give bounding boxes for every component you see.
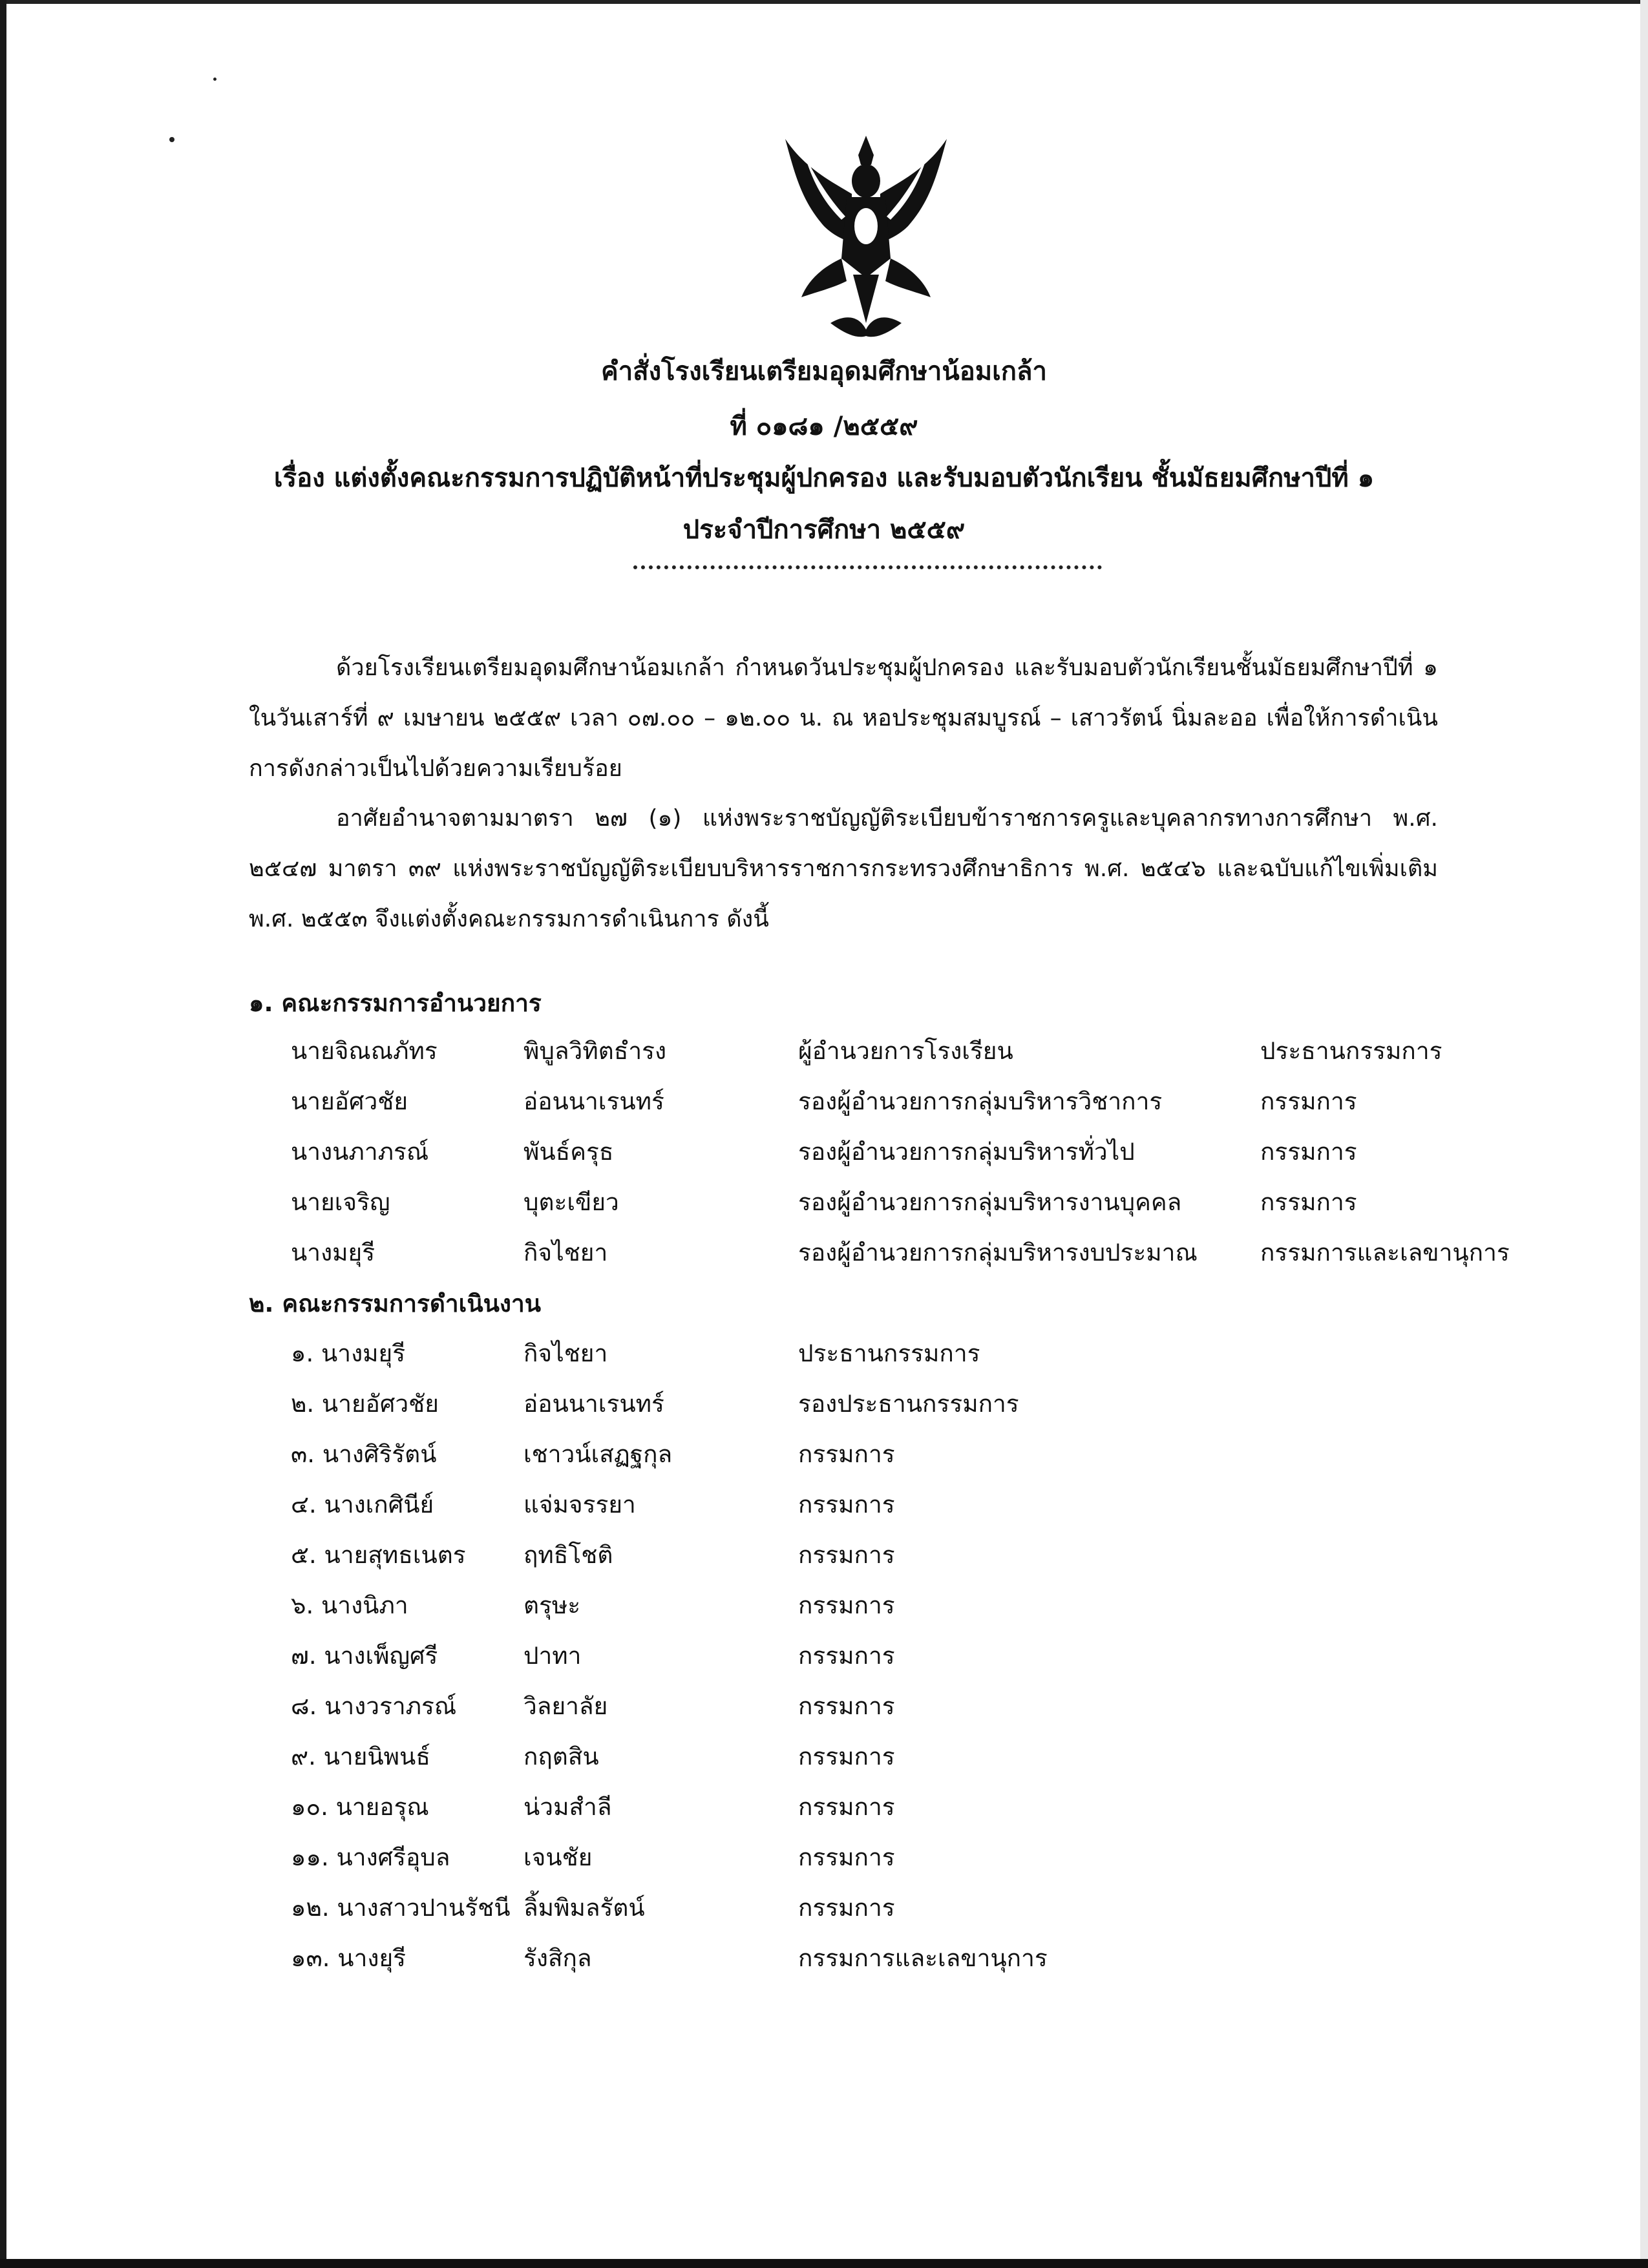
member-last-name: อ่อนนาเรนทร์ (523, 1087, 664, 1115)
member-first-name: ๑๒. นางสาวปานรัชนี (291, 1894, 511, 1922)
section-2-heading: ๒. คณะกรรมการดำเนินงาน (249, 1290, 542, 1318)
member-first-name: ๖. นางนิภา (291, 1591, 408, 1619)
member-first-name: ๔. นางเกศินีย์ (291, 1491, 434, 1518)
member-last-name: กิจไชยา (523, 1239, 608, 1266)
body-paragraph-2 (249, 793, 1438, 945)
member-last-name: กิจไชยา (523, 1339, 608, 1367)
member-last-name: พันธ์ครุธ (523, 1138, 614, 1166)
member-role: กรรมการและเลขานุการ (798, 1944, 1048, 1972)
member-last-name: ปาทา (523, 1642, 582, 1670)
member-first-name: ๑๐. นายอรุณ (291, 1793, 429, 1821)
member-last-name: กฤตสิน (523, 1743, 599, 1770)
scan-edge-bottom (0, 2259, 1648, 2268)
member-last-name: แจ่มจรรยา (523, 1491, 636, 1518)
paragraph-1-text: ด้วยโรงเรียนเตรียมอุดมศึกษาน้อมเกล้า กำหนดวันประชุมผู้ปกครอง และรับมอบตัวนักเรียนชั้นมัธยมศึกษาปีที่ ๑ ในวันเสาร์ที่ ๙ เมษายน ๒๕๕๙ เวลา ๐๗.๐๐ – ๑๒.๐๐ น. ณ หอประชุมสมบูรณ์ – เสาวรัตน์ นิ่มละออ เพื่อให้การดำเนินการดังกล่าวเป็นไปด้วยความเรียบร้อย (249, 655, 1438, 782)
committee-row (0, 1331, 1648, 1376)
member-role: กรรมการ (798, 1642, 895, 1670)
committee-row (0, 1432, 1648, 1477)
member-role: กรรมการ (798, 1541, 895, 1569)
committee-row (0, 1482, 1648, 1528)
committee-row (0, 1885, 1648, 1931)
member-last-name: เชาวน์เสฏฐกุล (523, 1440, 673, 1468)
member-last-name: บุตะเขียว (523, 1188, 619, 1216)
member-first-name: นายเจริญ (291, 1188, 390, 1216)
member-last-name: น่วมสำลี (523, 1793, 612, 1821)
member-role: กรรมการ (798, 1843, 895, 1871)
member-role: กรรมการ (798, 1591, 895, 1619)
order-subject-year: ประจำปีการศึกษา ๒๕๕๙ (682, 515, 966, 545)
committee-row (0, 1734, 1648, 1780)
member-position: รองผู้อำนวยการกลุ่มบริหารทั่วไป (798, 1138, 1135, 1166)
scan-speck (169, 137, 174, 142)
member-position: รองผู้อำนวยการกลุ่มบริหารงานบุคคล (798, 1188, 1182, 1216)
member-position: ผู้อำนวยการโรงเรียน (798, 1037, 1013, 1065)
member-first-name: นายจิณณภัทร (291, 1037, 438, 1065)
member-role: กรรมการ (1260, 1138, 1357, 1166)
member-first-name: ๑. นางมยุรี (291, 1339, 406, 1367)
member-position: รองผู้อำนวยการกลุ่มบริหารวิชาการ (798, 1087, 1163, 1115)
member-role: กรรมการและเลขานุการ (1260, 1239, 1510, 1266)
member-last-name: ฤทธิโชติ (523, 1541, 613, 1569)
garuda-emblem-icon (769, 129, 963, 342)
committee-row (0, 1785, 1648, 1830)
member-role: ประธานกรรมการ (1260, 1037, 1442, 1065)
order-title: คำสั่งโรงเรียนเตรียมอุดมศึกษาน้อมเกล้า (601, 357, 1047, 386)
committee-row (0, 1079, 1648, 1124)
member-role: กรรมการ (798, 1743, 895, 1770)
member-role: รองประธานกรรมการ (798, 1390, 1019, 1418)
member-role: กรรมการ (798, 1491, 895, 1518)
scan-edge-top (0, 0, 1648, 4)
scan-speck (213, 78, 217, 81)
member-first-name: นางมยุรี (291, 1239, 375, 1266)
member-last-name: รังสิกุล (523, 1944, 592, 1972)
member-role: กรรมการ (798, 1793, 895, 1821)
member-first-name: ๗. นางเพ็ญศรี (291, 1642, 438, 1670)
dotted-separator (633, 565, 1102, 569)
committee-row (0, 1129, 1648, 1175)
body-paragraph-1 (249, 643, 1438, 794)
member-role: ประธานกรรมการ (798, 1339, 980, 1367)
section-1-heading: ๑. คณะกรรมการอำนวยการ (249, 989, 542, 1017)
member-first-name: นางนภาภรณ์ (291, 1138, 429, 1166)
member-role: กรรมการ (798, 1440, 895, 1468)
committee-row (0, 1835, 1648, 1880)
member-first-name: ๕. นายสุทธเนตร (291, 1541, 466, 1569)
order-subject: เรื่อง แต่งตั้งคณะกรรมการปฏิบัติหน้าที่ประชุมผู้ปกครอง และรับมอบตัวนักเรียน ชั้นมัธยมศึกษาปีที่ ๑ (273, 463, 1375, 493)
committee-row (0, 1936, 1648, 1981)
member-first-name: ๘. นางวราภรณ์ (291, 1692, 457, 1720)
committee-row (0, 1533, 1648, 1578)
member-role: กรรมการ (798, 1894, 895, 1922)
member-last-name: อ่อนนาเรนทร์ (523, 1390, 664, 1418)
member-first-name: ๓. นางศิริรัตน์ (291, 1440, 437, 1468)
paragraph-2-text: อาศัยอำนาจตามมาตรา ๒๗ (๑) แห่งพระราชบัญญัติระเบียบข้าราชการครูและบุคลากรทางการศึกษา พ.ศ. ๒๕๔๗ มาตรา ๓๙ แห่งพระราชบัญญัติระเบียบบริหารราชการกระทรวงศึกษาธิการ พ.ศ. ๒๕๔๖ และฉบับแก้ไขเพิ่มเติม พ.ศ. ๒๕๕๓ จึงแต่งตั้งคณะกรรมการดำเนินการ ดังนี้ (249, 805, 1438, 932)
member-last-name: พิบูลวิทิตธำรง (523, 1037, 667, 1065)
committee-row (0, 1230, 1648, 1276)
member-first-name: ๒. นายอัศวชัย (291, 1390, 439, 1418)
member-role: กรรมการ (1260, 1188, 1357, 1216)
committee-row (0, 1684, 1648, 1729)
member-first-name: ๑๓. นางยุรี (291, 1944, 406, 1972)
committee-row (0, 1180, 1648, 1225)
member-role: กรรมการ (798, 1692, 895, 1720)
member-first-name: ๙. นายนิพนธ์ (291, 1743, 430, 1770)
member-first-name: นายอัศวชัย (291, 1087, 408, 1115)
committee-row (0, 1583, 1648, 1628)
member-last-name: ตรุษะ (523, 1591, 581, 1619)
committee-row (0, 1633, 1648, 1679)
committee-row (0, 1381, 1648, 1427)
member-last-name: เจนชัย (523, 1843, 593, 1871)
order-number: ที่ ๐๑๘๑ /๒๕๕๙ (730, 412, 918, 441)
committee-row (0, 1029, 1648, 1074)
member-first-name: ๑๑. นางศรีอุบล (291, 1843, 450, 1871)
member-role: กรรมการ (1260, 1087, 1357, 1115)
member-position: รองผู้อำนวยการกลุ่มบริหารงบประมาณ (798, 1239, 1198, 1266)
member-last-name: วิลยาลัย (523, 1692, 608, 1720)
member-last-name: ลิ้มพิมลรัตน์ (523, 1894, 645, 1922)
